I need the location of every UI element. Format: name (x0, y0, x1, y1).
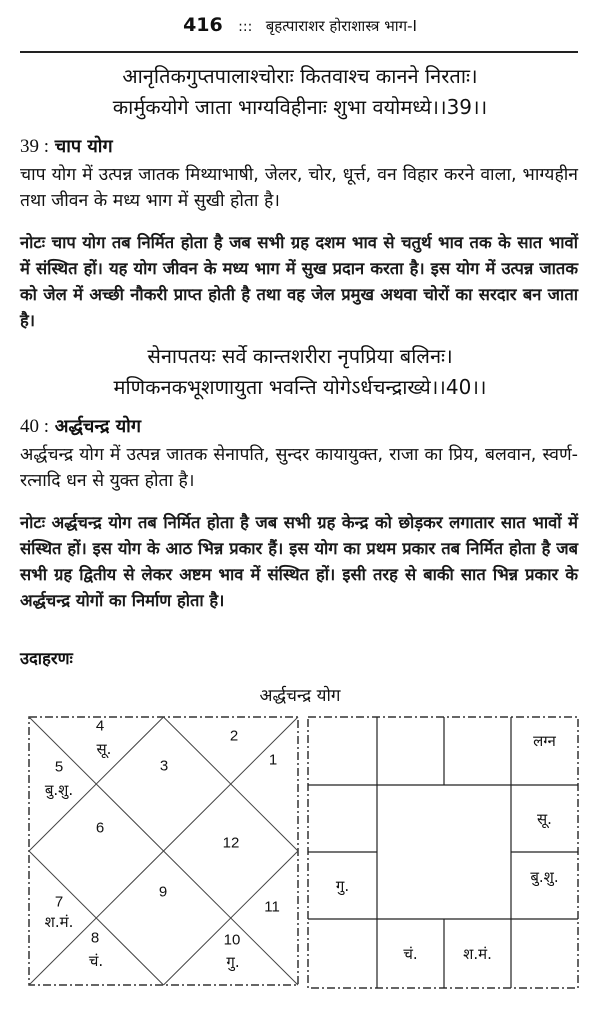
house-7-number: 7 (54, 893, 64, 911)
house-6-number: 6 (95, 819, 105, 837)
sign-virgo: गु. (335, 876, 350, 895)
house-8-number: 8 (90, 929, 100, 947)
house-11-number: 11 (264, 898, 280, 916)
section-number: 40 : (20, 416, 50, 437)
sign-cancer: चं. (403, 944, 418, 963)
house-8-planets: चं. (88, 952, 104, 970)
header-separator: ::: (238, 19, 253, 35)
house-10-planets: गु. (226, 953, 240, 971)
sign-aries: सू. (537, 809, 552, 828)
page-number: 416 (183, 14, 223, 36)
section-40-body: अर्द्धचन्द्र योग में उत्पन्न जातक सेनापति, सुन्दर कायायुक्त, राजा का प्रिय, बलवान, स्वर्ण-रत्नादि धन से युक्त होता है। (20, 445, 578, 491)
section-39-body: चाप योग में उत्पन्न जातक मिथ्याभाषी, जेलर, चोर, धूर्त्त, वन विहार करने वाला, भाग्यहीन तथा जीवन के मध्य भाग में सुखी होता है। (20, 165, 578, 211)
house-7-planets: श.मं. (44, 913, 74, 931)
section-number: 39 : (20, 136, 50, 157)
chart-title: अर्द्धचन्द्र योग (259, 686, 341, 706)
section-title: चाप योग (54, 136, 113, 157)
house-1-number: 1 (268, 751, 278, 769)
north-indian-chart (28, 716, 299, 986)
house-12-number: 12 (222, 834, 240, 852)
shloka-39-line-2: कार्मुकयोगे जाता भाग्यविहीनाः शुभा वयोमध्ये।।39।। (112, 95, 488, 119)
house-10-number: 10 (223, 931, 241, 949)
header-rule (20, 51, 578, 53)
section-40-note: नोटः अर्द्धचन्द्र योग तब निर्मित होता है जब सभी ग्रह केन्द्र को छोड़कर लगातार सात भावों में संस्थित हों। इस योग के आठ भिन्न प्रकार हैं। इस योग का प्रथम प्रकार तब निर्मित होता है जब सभी ग्रह द्वितीय से लेकर अष्टम भाव में संस्थित हों। इसी तरह से बाकी सात भिन्न प्रकार के अर्द्धचन्द्र योगों का निर्माण होता है। (20, 513, 578, 610)
shloka-39-line-1: आनृतिकगुप्तपालाश्चोराः कितवाश्च कानने निरताः। (122, 64, 478, 88)
page-header (0, 14, 600, 36)
section-39-heading (20, 134, 113, 158)
section-title: अर्द्धचन्द्र योग (54, 416, 141, 437)
shloka-40-line-2: मणिकनकभूशणायुता भवन्ति योगेऽर्धचन्द्राख्ये।।40।। (113, 375, 487, 399)
house-4-number: 4 (95, 717, 105, 735)
house-3-number: 3 (159, 757, 169, 775)
house-4-planets: सू. (96, 740, 112, 758)
house-5-number: 5 (54, 758, 64, 776)
north-chart-lines (28, 716, 299, 986)
section-39-note: नोटः चाप योग तब निर्मित होता है जब सभी ग्रह दशम भाव से चतुर्थ भाव तक के सात भावों में संस्थित हों। यह योग जीवन के मध्य भाग में सुख प्रदान करता है। इस योग में उत्पन्न जातक को जेल में अच्छी नौकरी प्राप्त होती है तथा वह जेल प्रमुख अथवा चोरों का सरदार बन जाता है। (20, 233, 578, 330)
example-label: उदाहरणः (20, 649, 73, 668)
shloka-40-line-1: सेनापतयः सर्वे कान्तशरीरा नृपप्रिया बलिनः। (147, 344, 453, 368)
house-9-number: 9 (158, 883, 168, 901)
house-2-number: 2 (229, 727, 239, 745)
section-40-heading (20, 414, 141, 438)
sign-gemini: श.मं. (463, 944, 492, 963)
book-title: बृहत्पाराशर होराशास्त्र भाग-I (265, 17, 417, 35)
sign-pisces: लग्न (533, 732, 556, 750)
house-5-planets: बु.शु. (44, 781, 74, 799)
south-indian-chart (307, 716, 579, 989)
sign-taurus: बु.शु. (530, 868, 559, 886)
